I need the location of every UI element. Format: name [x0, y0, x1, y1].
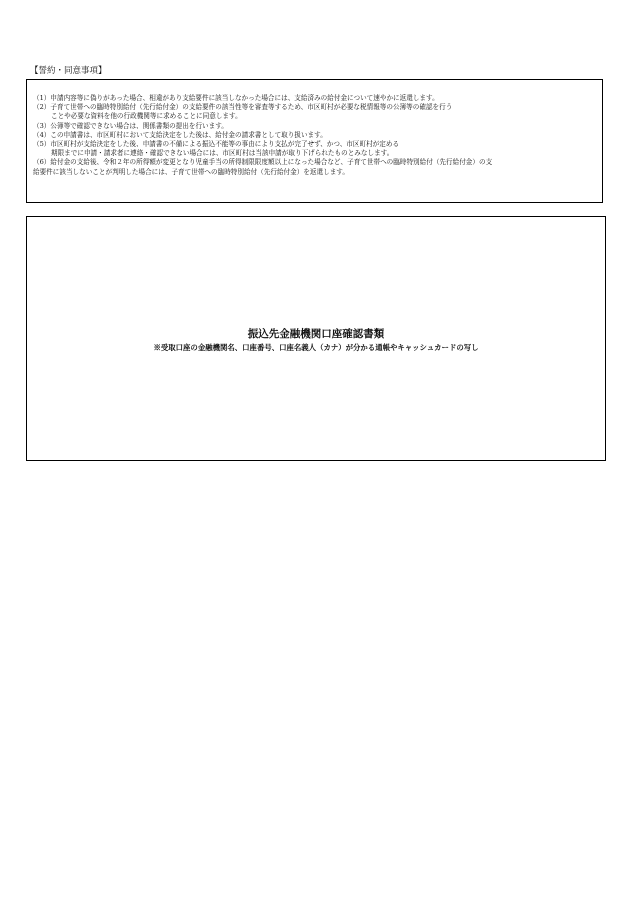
pledge-section-heading: 【誓約・同意事項】: [30, 66, 107, 76]
attachment-note: ※受取口座の金融機関名、口座番号、口座名義人（カナ）が分かる通帳やキャッシュカードの写し: [153, 343, 479, 352]
pledge-item-1: （1）申請内容等に偽りがあった場合、相違があり支給要件に該当しなかった場合には、支給済みの給付金について速やかに返還します。: [33, 94, 439, 102]
pledge-consent-box: [26, 79, 603, 203]
attachment-title: 振込先金融機関口座確認書類: [247, 328, 385, 340]
pledge-item-5-continued: 期限までに申請・請求者に連絡・確認できない場合には、市区町村は当該申請が取り下げられたものとみなします。: [51, 149, 394, 158]
pledge-item-5: （5）市区町村が支給決定をした後、申請書の不備による振込不能等の事由により支払が完了せず、かつ、市区町村が定める: [33, 140, 400, 149]
pledge-item-6: （6）給付金の支給後、令和２年の所得額が変更となり児童手当の所得制限限度額以上になった場合など、子育て世帯への臨時特別給付（先行給付金）の支: [33, 158, 493, 167]
pledge-item-2-continued: ことや必要な資料を他の行政機関等に求めることに同意します。: [51, 112, 242, 121]
pledge-item-3: （3）公簿等で確認できない場合は、関係書類の提出を行います。: [33, 121, 228, 130]
bank-document-attachment-area[interactable]: [26, 216, 606, 461]
pledge-item-6-continued: 給要件に該当しないことが判明した場合には、子育て世帯への臨時特別給付（先行給付金）を返還します。: [33, 167, 349, 176]
pledge-item-2: （2）子育て世帯への臨時特別給付（先行給付金）の支給要件の該当性等を審査等するため、市区町村が必要な税情報等の公簿等の確認を行う: [33, 103, 453, 112]
pledge-item-4: （4）この申請書は、市区町村において支給決定をした後は、給付金の請求書として取り扱います。: [33, 130, 327, 139]
